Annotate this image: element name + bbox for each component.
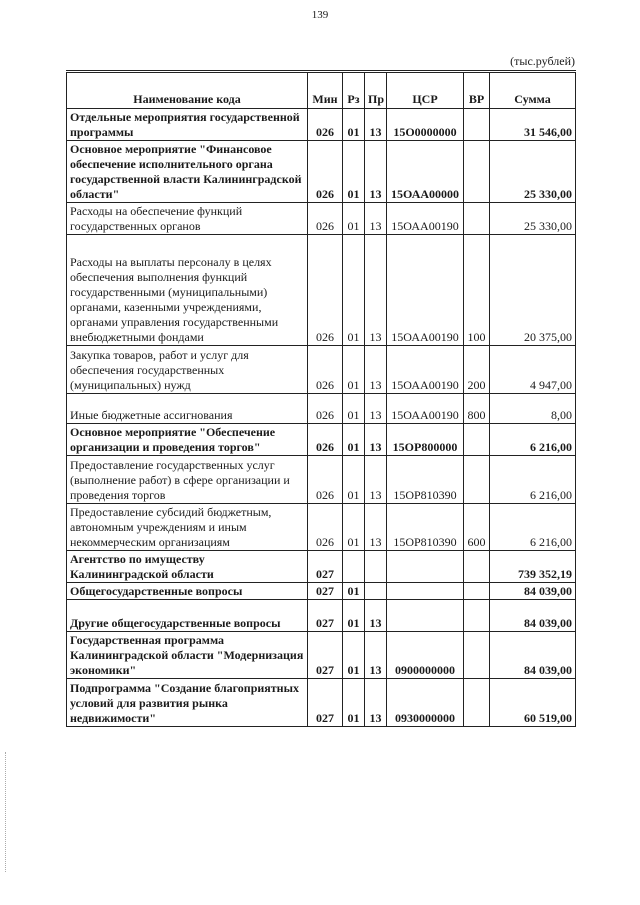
cell-name: Основное мероприятие "Финансовое обеспечение исполнительного органа государственной власти Калининградской области" xyxy=(67,141,308,203)
table-row xyxy=(67,551,576,583)
cell-vr xyxy=(464,456,490,504)
cell-name: Иные бюджетные ассигнования xyxy=(67,394,308,424)
cell-vr: 600 xyxy=(464,504,490,551)
cell-sum: 4 947,00 xyxy=(490,346,576,394)
cell-pr: 13 xyxy=(365,141,387,203)
cell-sum: 6 216,00 xyxy=(490,424,576,456)
cell-name: Закупка товаров, работ и услуг для обеспечения государственных (муниципальных) нужд xyxy=(67,346,308,394)
table-row xyxy=(67,346,576,394)
cell-vr: 800 xyxy=(464,394,490,424)
cell-min: 026 xyxy=(308,394,343,424)
cell-min: 026 xyxy=(308,141,343,203)
unit-note: (тыс.рублей) xyxy=(510,54,575,68)
cell-rz xyxy=(343,551,365,583)
cell-csr xyxy=(387,583,464,600)
header-csr: ЦСР xyxy=(387,72,464,109)
cell-rz: 01 xyxy=(343,600,365,632)
cell-pr: 13 xyxy=(365,632,387,679)
cell-name: Расходы на обеспечение функций государственных органов xyxy=(67,203,308,235)
page-number: 139 xyxy=(311,9,329,21)
cell-csr: 15ОАА00000 xyxy=(387,141,464,203)
cell-rz: 01 xyxy=(343,394,365,424)
table-row xyxy=(67,583,576,600)
cell-name: Предоставление субсидий бюджетным, автономным учреждениям и иным некоммерческим организациям xyxy=(67,504,308,551)
cell-name: Государственная программа Калининградской области "Модернизация экономики" xyxy=(67,632,308,679)
cell-name: Предоставление государственных услуг (выполнение работ) в сфере организации и проведения торгов xyxy=(67,456,308,504)
cell-name: Общегосударственные вопросы xyxy=(67,583,308,600)
cell-sum: 84 039,00 xyxy=(490,632,576,679)
cell-csr: 15ОАА00190 xyxy=(387,394,464,424)
cell-name: Другие общегосударственные вопросы xyxy=(67,600,308,632)
cell-pr: 13 xyxy=(365,600,387,632)
cell-rz: 01 xyxy=(343,235,365,346)
cell-csr xyxy=(387,600,464,632)
cell-min: 026 xyxy=(308,504,343,551)
cell-csr: 15ОАА00190 xyxy=(387,346,464,394)
cell-pr: 13 xyxy=(365,504,387,551)
cell-min: 027 xyxy=(308,583,343,600)
cell-csr xyxy=(387,551,464,583)
table-row xyxy=(67,456,576,504)
table-row xyxy=(67,141,576,203)
cell-csr: 15ОР810390 xyxy=(387,504,464,551)
cell-min: 026 xyxy=(308,456,343,504)
header-pr: Пр xyxy=(365,72,387,109)
cell-csr: 15О0000000 xyxy=(387,109,464,141)
cell-vr xyxy=(464,109,490,141)
cell-rz: 01 xyxy=(343,679,365,727)
cell-pr: 13 xyxy=(365,235,387,346)
header-min: Мин xyxy=(308,72,343,109)
cell-pr: 13 xyxy=(365,394,387,424)
table-row xyxy=(67,235,576,346)
cell-min: 027 xyxy=(308,632,343,679)
cell-vr: 100 xyxy=(464,235,490,346)
cell-rz: 01 xyxy=(343,424,365,456)
header-row xyxy=(67,72,576,109)
table-row xyxy=(67,203,576,235)
cell-rz: 01 xyxy=(343,203,365,235)
cell-vr xyxy=(464,600,490,632)
table-row xyxy=(67,632,576,679)
cell-pr: 13 xyxy=(365,109,387,141)
table-body xyxy=(67,109,576,727)
cell-rz: 01 xyxy=(343,583,365,600)
cell-vr xyxy=(464,583,490,600)
cell-csr: 0930000000 xyxy=(387,679,464,727)
header-sum: Сумма xyxy=(490,72,576,109)
cell-name: Подпрограмма "Создание благоприятных условий для развития рынка недвижимости" xyxy=(67,679,308,727)
cell-rz: 01 xyxy=(343,346,365,394)
cell-vr xyxy=(464,203,490,235)
cell-min: 027 xyxy=(308,600,343,632)
table-row xyxy=(67,504,576,551)
budget-table xyxy=(66,70,576,727)
cell-pr: 13 xyxy=(365,424,387,456)
cell-csr: 0900000000 xyxy=(387,632,464,679)
cell-csr: 15ОР800000 xyxy=(387,424,464,456)
cell-vr xyxy=(464,141,490,203)
cell-sum: 84 039,00 xyxy=(490,600,576,632)
cell-rz: 01 xyxy=(343,456,365,504)
cell-vr xyxy=(464,424,490,456)
cell-pr: 13 xyxy=(365,679,387,727)
cell-sum: 31 546,00 xyxy=(490,109,576,141)
cell-name: Основное мероприятие "Обеспечение организации и проведения торгов" xyxy=(67,424,308,456)
cell-min: 027 xyxy=(308,551,343,583)
cell-csr: 15ОР810390 xyxy=(387,456,464,504)
cell-name: Отдельные мероприятия государственной программы xyxy=(67,109,308,141)
cell-sum: 84 039,00 xyxy=(490,583,576,600)
cell-vr xyxy=(464,551,490,583)
cell-sum: 25 330,00 xyxy=(490,203,576,235)
header-name: Наименование кода xyxy=(67,72,308,109)
cell-pr: 13 xyxy=(365,346,387,394)
cell-vr xyxy=(464,632,490,679)
header-rz: Рз xyxy=(343,72,365,109)
cell-sum: 6 216,00 xyxy=(490,504,576,551)
table-row xyxy=(67,394,576,424)
cell-min: 026 xyxy=(308,235,343,346)
cell-rz: 01 xyxy=(343,504,365,551)
cell-pr: 13 xyxy=(365,203,387,235)
cell-sum: 8,00 xyxy=(490,394,576,424)
cell-min: 027 xyxy=(308,679,343,727)
cell-min: 026 xyxy=(308,109,343,141)
cell-min: 026 xyxy=(308,203,343,235)
cell-sum: 60 519,00 xyxy=(490,679,576,727)
cell-sum: 20 375,00 xyxy=(490,235,576,346)
cell-vr xyxy=(464,679,490,727)
cell-pr xyxy=(365,551,387,583)
cell-rz: 01 xyxy=(343,141,365,203)
cell-sum: 6 216,00 xyxy=(490,456,576,504)
cell-pr xyxy=(365,583,387,600)
cell-rz: 01 xyxy=(343,109,365,141)
table-row xyxy=(67,424,576,456)
cell-csr: 15ОАА00190 xyxy=(387,203,464,235)
cell-csr: 15ОАА00190 xyxy=(387,235,464,346)
table-row xyxy=(67,679,576,727)
cell-min: 026 xyxy=(308,424,343,456)
cell-name: Расходы на выплаты персоналу в целях обеспечения выполнения функций государственными (муниципальными) органами, казенными учреждениями, органами управления государственными внебюджетными фондами xyxy=(67,235,308,346)
cell-rz: 01 xyxy=(343,632,365,679)
cell-vr: 200 xyxy=(464,346,490,394)
cell-pr: 13 xyxy=(365,456,387,504)
cell-sum: 25 330,00 xyxy=(490,141,576,203)
cell-min: 026 xyxy=(308,346,343,394)
cell-sum: 739 352,19 xyxy=(490,551,576,583)
header-vr: ВР xyxy=(464,72,490,109)
table-row xyxy=(67,600,576,632)
table-row xyxy=(67,109,576,141)
cell-name: Агентство по имуществу Калининградской области xyxy=(67,551,308,583)
scan-margin-dots xyxy=(5,752,8,872)
